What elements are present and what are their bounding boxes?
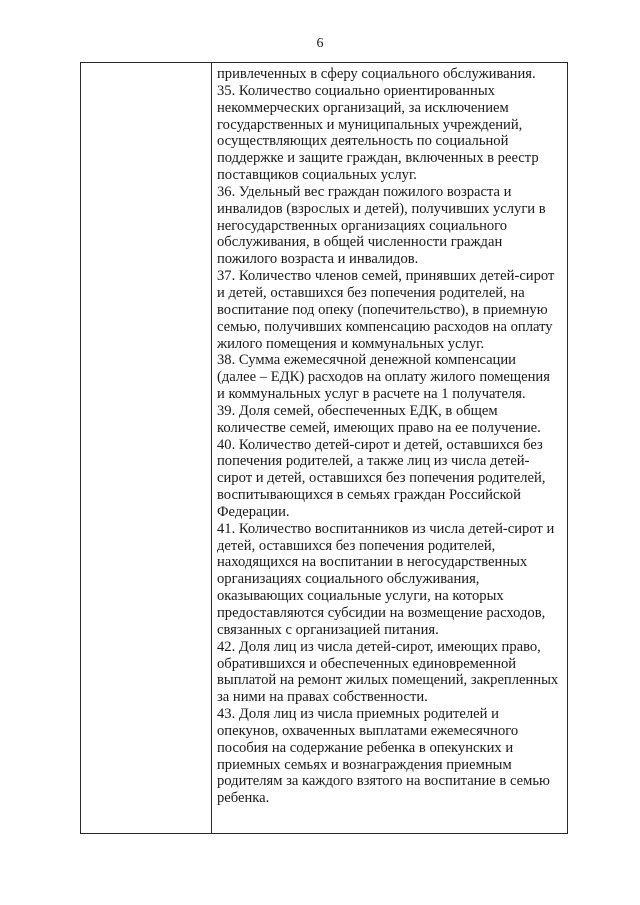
text-line: 37. Количество членов семей, принявших детей-сирот [217, 268, 555, 285]
text-line: обслуживания, в общей численности граждан [217, 234, 503, 251]
text-line: 39. Доля семей, обеспеченных ЕДК, в общем [217, 402, 498, 419]
text-line: осуществляющих деятельность по социальной [217, 133, 509, 150]
text-line: обратившихся и обеспеченных единовременной [217, 655, 517, 672]
text-line: инвалидов (взрослых и детей), получивших услуги в [217, 200, 546, 217]
text-line: находящихся на воспитании в негосударственных [217, 554, 528, 571]
text-line: оказывающих социальные услуги, на которых [217, 588, 504, 605]
text-line: сирот и детей, оставшихся без попечения родителей, [217, 470, 546, 487]
text-line: организациях социального обслуживания, [217, 571, 480, 588]
text-line: попечения родителей, а также лиц из числа детей- [217, 453, 530, 470]
text-line: семью, получивших компенсацию расходов на оплату [217, 318, 553, 335]
text-line: детей, оставшихся без попечения родителей, [217, 537, 496, 554]
text-line: родителям за каждого взятого на воспитание в семью [217, 773, 550, 790]
text-line: Федерации. [217, 503, 290, 520]
text-line: связанных с организацией питания. [217, 621, 439, 638]
text-line: 43. Доля лиц из числа приемных родителей и [217, 706, 499, 723]
text-line: 40. Количество детей-сирот и детей, оставшихся без [217, 436, 543, 453]
text-line: пособия на содержание ребенка в опекунских и [217, 739, 514, 756]
text-line: пожилого возраста и инвалидов. [217, 251, 419, 268]
text-line: поставщиков социальных услуг. [217, 167, 417, 184]
text-line: 36. Удельный вес граждан пожилого возраста и [217, 183, 512, 200]
page-number: 6 [316, 36, 324, 51]
text-line: негосударственных организациях социального [217, 217, 508, 234]
text-line: поддержке и защите граждан, включенных в реестр [217, 150, 539, 167]
text-line: ребенка. [217, 790, 270, 807]
text-line: 41. Количество воспитанников из числа детей-сирот и [217, 520, 555, 537]
text-line: воспитывающихся в семьях граждан Российской [217, 487, 521, 504]
text-line: 38. Сумма ежемесячной денежной компенсации [217, 352, 516, 369]
text-line: 42. Доля лиц из числа детей-сирот, имеющих право, [217, 638, 541, 655]
text-line: предоставляются субсидии на возмещение расходов, [217, 605, 546, 621]
text-line: государственных и муниципальных учреждений, [217, 116, 523, 133]
text-line: привлеченных в сферу социального обслуживания. [217, 66, 536, 82]
text-line: некоммерческих организаций, за исключением [217, 99, 509, 116]
table-right-cell [212, 63, 567, 833]
text-line: выплатой на ремонт жилых помещений, закрепленных [217, 672, 559, 689]
table-left-cell [81, 63, 212, 833]
text-line: опекунов, охваченных выплатами ежемесячного [217, 722, 519, 739]
text-line: и детей, оставшихся без попечения родителей, на [217, 284, 525, 301]
text-line: за ними на правах собственности. [217, 689, 428, 706]
text-line: 35. Количество социально ориентированных [217, 82, 495, 99]
text-line: (далее – ЕДК) расходов на оплату жилого помещения [217, 369, 550, 386]
indicator-table [80, 62, 568, 834]
text-line: воспитание под опеку (попечительство), в приемную [217, 301, 548, 318]
text-line: приемных семьях и вознаграждения приемным [217, 756, 512, 773]
text-line: жилого помещения и коммунальных услуг. [217, 335, 485, 352]
text-line: количестве семей, имеющих право на ее получение. [217, 419, 541, 436]
text-line: и коммунальных услуг в расчете на 1 получателя. [217, 386, 526, 403]
